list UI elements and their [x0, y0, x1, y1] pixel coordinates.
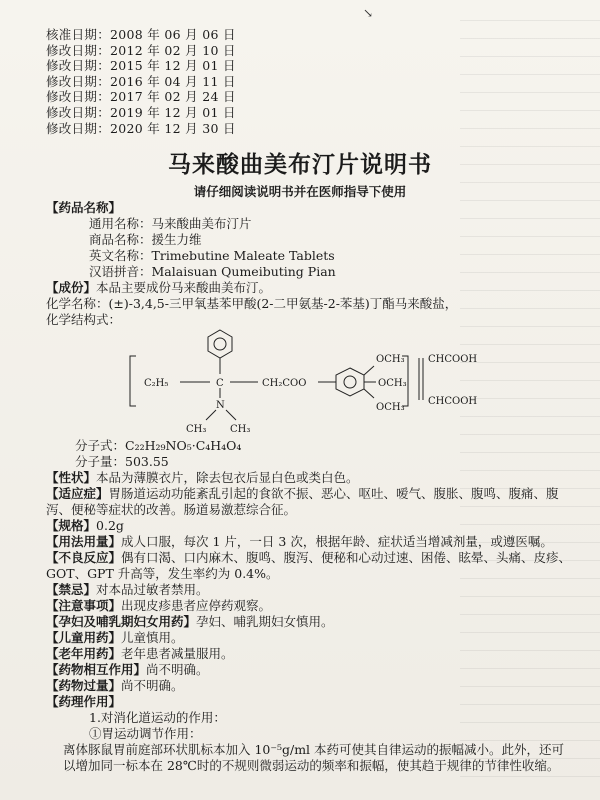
- date-value: 2012 年 02 月 10 日: [110, 42, 236, 58]
- date-value: 2019 年 12 月 01 日: [110, 104, 236, 120]
- ingredients-text: 本品主要成份马来酸曲美布汀。: [96, 280, 272, 295]
- elderly-line: [46, 646, 576, 662]
- page-title: 马来酸曲美布汀片说明书: [168, 152, 432, 178]
- date-value: 2017 年 02 月 24 日: [110, 89, 236, 105]
- elderly-text: 老年患者减量服用。: [121, 646, 234, 661]
- ch3-left: CH₃: [186, 424, 207, 435]
- date-value: 2008 年 06 月 06 日: [110, 27, 236, 42]
- date-label: 修改日期：: [46, 73, 111, 89]
- weight-value: 503.55: [125, 454, 169, 469]
- precautions-line: [46, 598, 576, 614]
- section-header-precautions: 【注意事项】: [46, 598, 122, 613]
- ch3-right: CH₃: [230, 424, 251, 435]
- generic-name: 通用名称：马来酸曲美布汀片: [89, 216, 252, 231]
- chemical-name: 化学名称：(±)-3,4,5-三甲氧基苯甲酸(2-二甲氨基-2-苯基)丁酯马来酸盐，: [46, 296, 458, 311]
- acid-label-1: CHCOOH: [428, 354, 478, 365]
- interactions-line: [46, 662, 576, 678]
- molecular-weight: [46, 454, 576, 470]
- och3-1: OCH₃: [376, 354, 405, 365]
- corner-mark: ↘: [363, 6, 374, 20]
- och3-3: OCH₃: [376, 402, 405, 413]
- pregnancy-line: [46, 614, 576, 630]
- section-header-properties: 【性状】: [46, 470, 97, 485]
- precautions-text: 出现皮疹患者应停药观察。: [121, 598, 272, 613]
- c2h5-label: C₂H₅: [144, 378, 169, 389]
- dosage-block: [46, 534, 576, 550]
- ester-label: CH₂COO: [262, 378, 307, 389]
- section-header-contra: 【禁忌】: [46, 582, 97, 597]
- pinyin-name: 汉语拼音：Malaisuan Qumeibuting Pian: [89, 264, 336, 279]
- spec-line: [46, 518, 576, 534]
- section-header-children: 【儿童用药】: [46, 630, 122, 645]
- date-label: 修改日期：: [46, 89, 111, 105]
- section-header-drug-name: 【药品名称】: [46, 200, 122, 215]
- section-header-elderly: 【老年用药】: [46, 646, 122, 661]
- date-row: [46, 121, 236, 137]
- adverse-block: [46, 550, 576, 582]
- pharmacology-item-1a: ①胃运动调节作用：: [89, 726, 202, 741]
- date-row: [46, 43, 236, 59]
- date-row: [46, 27, 236, 43]
- acid-label-2: CHCOOH: [428, 396, 478, 407]
- date-label: 修改日期：: [46, 120, 111, 136]
- nitrogen-label: N: [216, 400, 225, 411]
- date-row: [46, 89, 236, 105]
- date-row: [46, 105, 236, 121]
- pharmacology-item-1: 1.对消化道运动的作用：: [89, 710, 226, 725]
- section-header-interactions: 【药物相互作用】: [46, 662, 147, 677]
- och3-2: OCH₃: [378, 378, 407, 389]
- spec-text: 0.2g: [96, 518, 124, 533]
- section-header-pregnancy: 【孕妇及哺乳期妇女用药】: [46, 614, 197, 629]
- dosage-text: 成人口服，每次 1 片，一日 3 次，根据年龄、症状适当增减剂量，或遵医嘱。: [121, 534, 553, 549]
- date-value: 2020 年 12 月 30 日: [110, 120, 236, 136]
- contra-line: [46, 582, 576, 598]
- date-label: 修改日期：: [46, 42, 111, 58]
- ingredients-line: [46, 280, 576, 296]
- page-subtitle: 请仔细阅读说明书并在医师指导下使用: [193, 184, 407, 199]
- section-header-spec: 【规格】: [46, 518, 97, 533]
- children-line: [46, 630, 576, 646]
- adverse-text: 偶有口渴、口内麻木、腹鸣、腹泻、便秘和心动过速、困倦、眩晕、头痛、皮疹、GOT、GPT 升高等，发生率约为 0.4%。: [46, 550, 572, 581]
- properties-line: [46, 470, 576, 486]
- indications-block: [46, 486, 576, 518]
- formula-value: C₂₂H₂₉NO₅·C₄H₄O₄: [125, 438, 242, 453]
- date-label: 修改日期：: [46, 58, 111, 74]
- date-label: 核准日期：: [46, 27, 111, 42]
- section-header-indications: 【适应症】: [46, 486, 109, 501]
- children-text: 儿童慎用。: [121, 630, 184, 645]
- date-value: 2015 年 12 月 01 日: [110, 58, 236, 74]
- formula-label: 分子式：: [75, 438, 126, 453]
- properties-text: 本品为薄膜衣片，除去包衣后显白色或类白色。: [96, 470, 359, 485]
- overdose-text: 尚不明确。: [121, 678, 184, 693]
- pharmacology-paragraph: 离体豚鼠胃前庭部环状肌标本加入 10⁻⁵g/ml 本药可使其自律运动的振幅减小。此外，还可以增加同一标本在 28℃时的不规则微弱运动的频率和振幅，使其趋于规律的节律性收缩。: [63, 742, 565, 773]
- english-name: 英文名称：Trimebutine Maleate Tablets: [89, 248, 335, 263]
- trade-name: 商品名称：援生力维: [89, 232, 202, 247]
- date-label: 修改日期：: [46, 104, 111, 120]
- section-header-dosage: 【用法用量】: [46, 534, 122, 549]
- weight-label: 分子量：: [75, 454, 126, 469]
- date-row: [46, 58, 236, 74]
- contra-text: 对本品过敏者禁用。: [96, 582, 209, 597]
- indications-text: 胃肠道运动功能紊乱引起的食欲不振、恶心、呕吐、嗳气、腹胀、腹鸣、腹痛、腹泻、便秘等症状的改善。肠道易激惹综合征。: [46, 486, 559, 517]
- interactions-text: 尚不明确。: [146, 662, 209, 677]
- section-header-ingredients: 【成份】: [46, 280, 97, 295]
- quaternary-carbon: C: [216, 378, 224, 389]
- section-header-adverse: 【不良反应】: [46, 550, 122, 565]
- date-value: 2016 年 04 月 11 日: [110, 73, 236, 89]
- structure-diagram: [122, 328, 502, 438]
- section-header-overdose: 【药物过量】: [46, 678, 122, 693]
- overdose-line: [46, 678, 576, 694]
- chemical-structure: [46, 328, 576, 438]
- pregnancy-text: 孕妇、哺乳期妇女慎用。: [196, 614, 334, 629]
- molecular-formula: [46, 438, 576, 454]
- section-header-pharmacology: 【药理作用】: [46, 694, 122, 709]
- date-list: [46, 27, 236, 136]
- leaflet-body: [46, 200, 576, 774]
- structure-label: 化学结构式：: [46, 312, 122, 327]
- date-row: [46, 74, 236, 90]
